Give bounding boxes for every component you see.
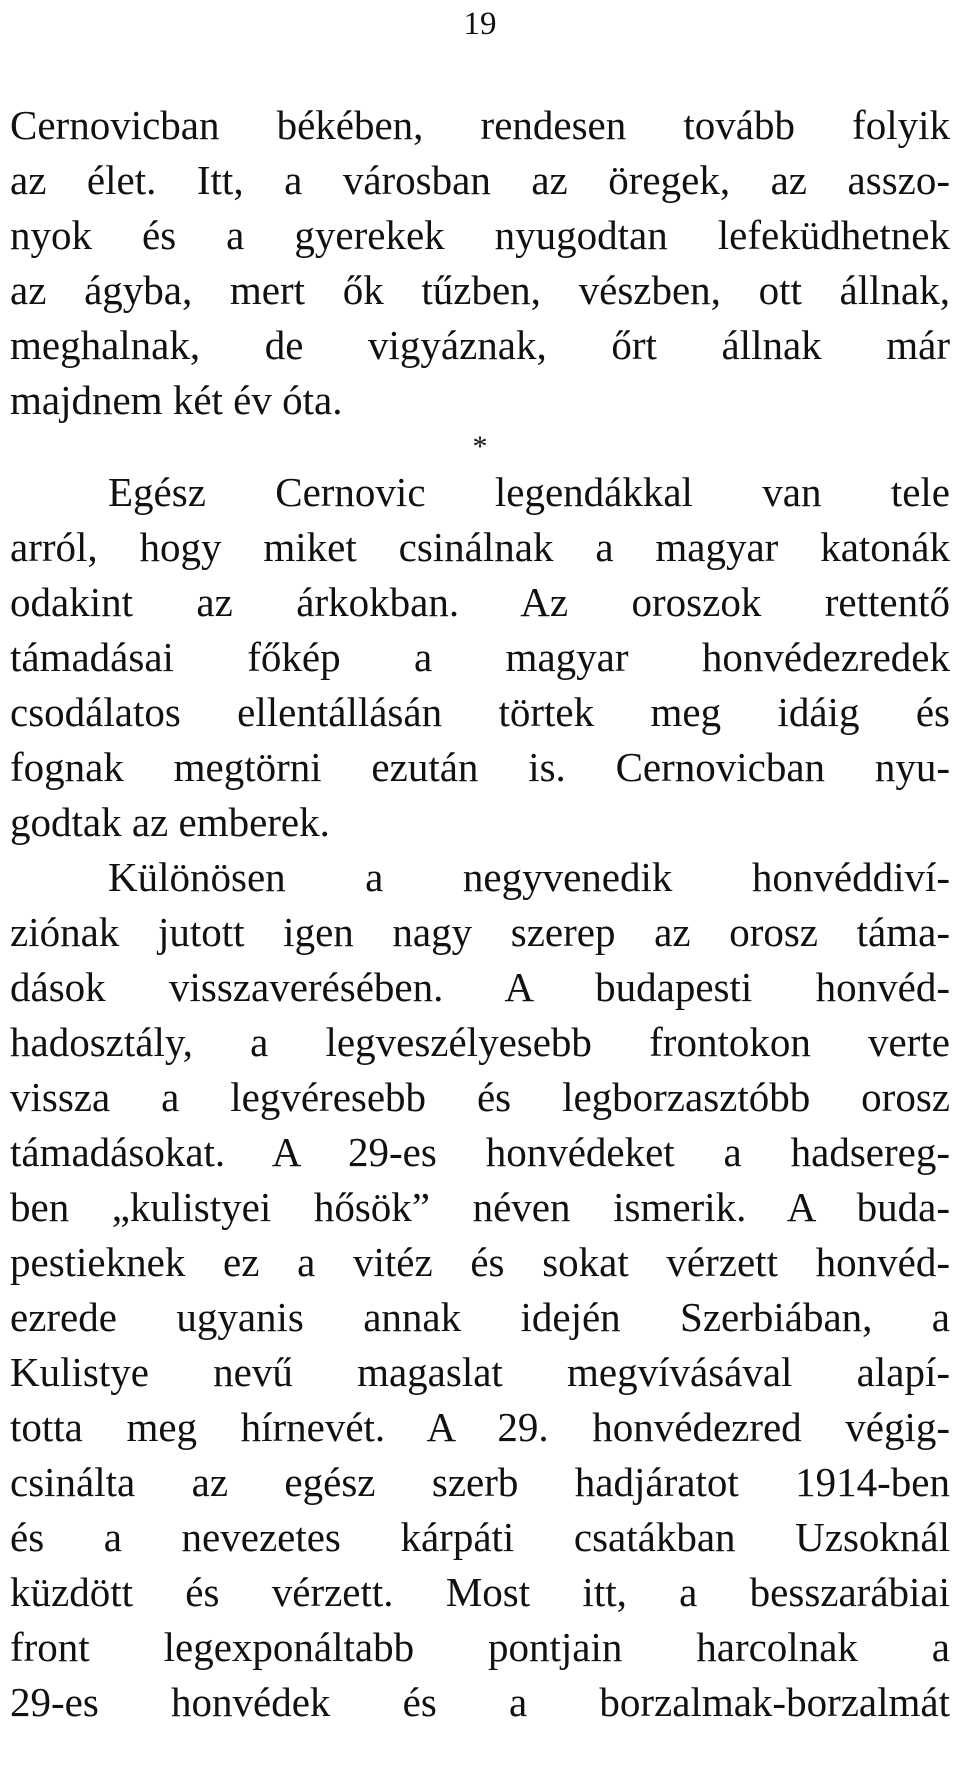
text-line: totta meg hírnevét. A 29. honvédezred végig- bbox=[10, 1404, 950, 1450]
section-separator: * bbox=[472, 430, 488, 463]
text-line: majdnem két év óta. bbox=[10, 377, 343, 423]
text-line: támadásokat. A 29-es honvédeket a hadsereg- bbox=[10, 1129, 950, 1175]
text-line: ben „kulistyei hősök” néven ismerik. A buda- bbox=[10, 1184, 950, 1230]
text-line: csinálta az egész szerb hadjáratot 1914-ben bbox=[10, 1459, 950, 1505]
text-line: nyok és a gyerekek nyugodtan lefeküdhetnek bbox=[10, 212, 950, 258]
text-line: Cernovicban békében, rendesen tovább folyik bbox=[10, 102, 950, 148]
text-line: arról, hogy miket csinálnak a magyar katonák bbox=[10, 524, 950, 570]
text-line: dások visszaverésében. A budapesti honvéd- bbox=[10, 964, 950, 1010]
page-number: 19 bbox=[463, 6, 497, 42]
text-line: küzdött és vérzett. Most itt, a besszarábiai bbox=[10, 1569, 950, 1615]
text-line: az ágyba, mert ők tűzben, vészben, ott állnak, bbox=[10, 267, 950, 313]
text-line: fognak megtörni ezután is. Cernovicban nyu- bbox=[10, 744, 950, 790]
text-line: Kulistye nevű magaslat megvívásával alapí- bbox=[10, 1349, 950, 1395]
text-line: 29-es honvédek és a borzalmak-borzalmát bbox=[10, 1679, 950, 1725]
paragraph bbox=[10, 98, 950, 428]
text-line: Egész Cernovic legendákkal van tele bbox=[108, 469, 950, 515]
text-line: csodálatos ellentállásán törtek meg idáig és bbox=[10, 689, 950, 735]
paragraph bbox=[10, 465, 950, 850]
body-text bbox=[10, 98, 950, 1730]
text-line: vissza a legvéresebb és legborzasztóbb orosz bbox=[10, 1074, 950, 1120]
text-line: és a nevezetes kárpáti csatákban Uzsoknál bbox=[10, 1514, 950, 1560]
text-line: hadosztály, a legveszélyesebb frontokon verte bbox=[10, 1019, 950, 1065]
text-line: ezrede ugyanis annak idején Szerbiában, a bbox=[10, 1294, 950, 1340]
text-line: támadásai főkép a magyar honvédezredek bbox=[10, 634, 950, 680]
text-line: front legexponáltabb pontjain harcolnak a bbox=[10, 1624, 950, 1670]
paragraph bbox=[10, 850, 950, 1730]
text-line: az élet. Itt, a városban az öregek, az asszo- bbox=[10, 157, 950, 203]
text-line: Különösen a negyvenedik honvéddiví- bbox=[108, 854, 950, 900]
text-line: godtak az emberek. bbox=[10, 799, 330, 845]
text-line: odakint az árkokban. Az oroszok rettentő bbox=[10, 579, 950, 625]
text-line: ziónak jutott igen nagy szerep az orosz táma- bbox=[10, 909, 950, 955]
text-line: pestieknek ez a vitéz és sokat vérzett honvéd- bbox=[10, 1239, 950, 1285]
text-line: meghalnak, de vigyáznak, őrt állnak már bbox=[10, 322, 950, 368]
